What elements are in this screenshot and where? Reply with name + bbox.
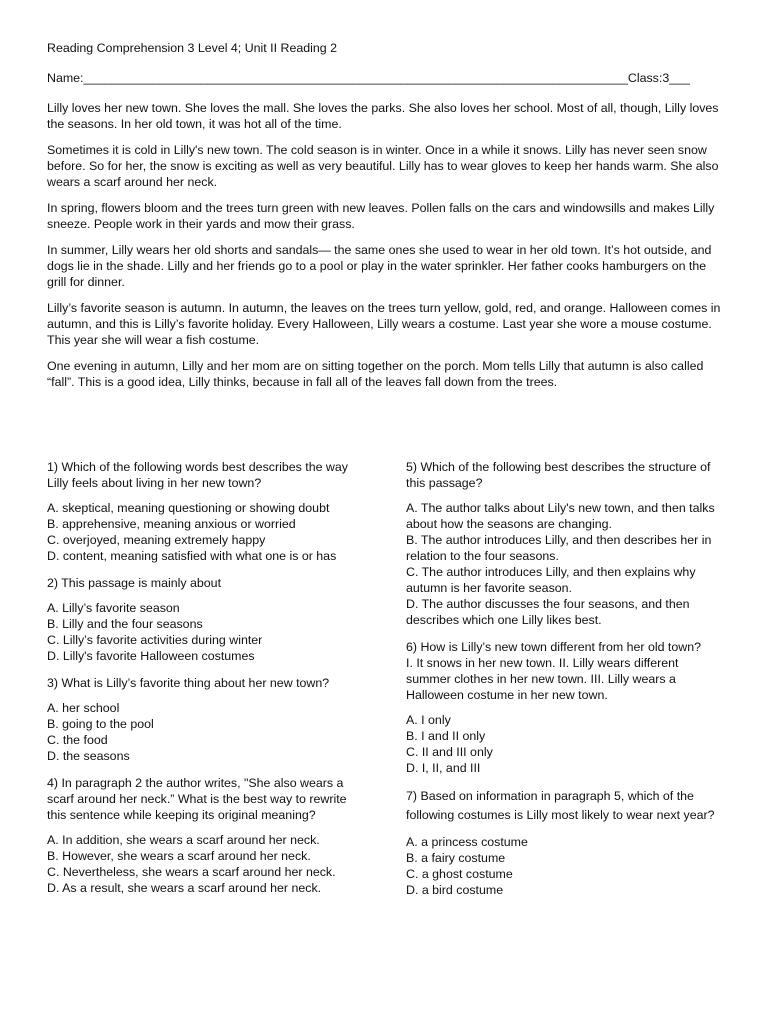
answer-option: A. The author talks about Lily's new town, and then talks about how the seasons are changing. [406,501,715,531]
question-2-text: 2) This passage is mainly about [47,576,222,590]
question-7-options [406,834,724,898]
answer-option: B. going to the pool [47,717,154,731]
reading-passage [47,100,723,390]
question-3-options [47,700,365,764]
question-1-text: 1) Which of the following words best describes the way Lilly feels about living in her new town? [47,460,348,490]
worksheet [47,40,723,400]
question-2 [47,575,365,664]
answer-option: A. skeptical, meaning questioning or showing doubt [47,501,330,515]
passage-paragraph-1: Lilly loves her new town. She loves the mall. She loves the parks. She also loves her school. Most of all, though, Lilly loves the seasons. In her old town, it was hot all of the time. [47,101,719,131]
answer-option: D. Lilly's favorite Halloween costumes [47,649,255,663]
passage-paragraph-6: One evening in autumn, Lilly and her mom are on sitting together on the porch. Mom tells Lilly that autumn is also called “fall”. This is a good idea, Lilly thinks, because in fall all of the leaves fall down from the trees. [47,359,704,389]
question-3 [47,675,365,764]
questions-right-column [406,459,724,909]
question-5-options [406,500,724,628]
question-7 [406,787,724,898]
answer-option: C. II and III only [406,745,493,759]
answer-option: C. Nevertheless, she wears a scarf around her neck. [47,865,336,879]
answer-option: B. a fairy costume [406,851,506,865]
question-4-text: 4) In paragraph 2 the author writes, "She also wears a scarf around her neck.” What is the best way to rewrite this sentence while keeping its original meaning? [47,776,347,822]
answer-option: C. The author introduces Lilly, and then explains why autumn is her favorite season. [406,565,696,595]
passage-paragraph-2: Sometimes it is cold in Lilly's new town. The cold season is in winter. Once in a while it snows. Lilly has never seen snow before. So for her, the snow is exciting as well as very beautiful. Lilly has to wear gloves to keep her hands warm. She also wears a scarf around her neck. [47,143,719,189]
answer-option: A. In addition, she wears a scarf around her neck. [47,833,320,847]
passage-paragraph-5: Lilly’s favorite season is autumn. In autumn, the leaves on the trees turn yellow, gold, red, and orange. Halloween comes in autumn, and this is Lilly’s favorite holiday. Every Halloween, Lilly wears a costume. Last year she wore a mouse costume. This year she will wear a fish costume. [47,301,721,347]
question-1-options [47,500,365,564]
answer-option: A. Lilly’s favorite season [47,601,180,615]
question-5-text: 5) Which of the following best describes the structure of this passage? [406,460,711,490]
passage-paragraph-3: In spring, flowers bloom and the trees turn green with new leaves. Pollen falls on the cars and windowsills and makes Lilly sneeze. People work in their yards and mow their grass. [47,201,715,231]
worksheet-title: Reading Comprehension 3 Level 4; Unit II Reading 2 [47,41,337,55]
question-2-options [47,600,365,664]
answer-option: A. her school [47,701,120,715]
answer-option: B. I and II only [406,729,486,743]
answer-option: A. I only [406,713,451,727]
question-6-statements: I. It snows in her new town. II. Lilly wears different summer clothes in her new town. III. Lilly wears a Halloween costume in her new town. [406,656,679,702]
answer-option: D. a bird costume [406,883,504,897]
answer-option: C. Lilly’s favorite activities during winter [47,633,263,647]
answer-option: D. content, meaning satisfied with what one is or has [47,549,337,563]
answer-option: A. a princess costume [406,835,528,849]
answer-option: C. overjoyed, meaning extremely happy [47,533,266,547]
name-class-line: Name:_______________________________________________________________________________Class:3___ [47,71,690,85]
question-1 [47,459,365,564]
answer-option: D. The author discusses the four seasons, and then describes which one Lilly likes best. [406,597,690,627]
answer-option: D. As a result, she wears a scarf around her neck. [47,881,322,895]
question-6 [406,639,724,776]
passage-paragraph-4: In summer, Lilly wears her old shorts and sandals— the same ones she used to wear in her old town. It’s hot outside, and dogs lie in the shade. Lilly and her friends go to a pool or play in the water sprinkler. Her father cooks hamburgers on the grill for dinner. [47,243,712,289]
answer-option: D. the seasons [47,749,130,763]
answer-option: B. However, she wears a scarf around her neck. [47,849,311,863]
questions-left-column [47,459,365,907]
question-4-options [47,832,365,896]
question-6-text: 6) How is Lilly’s new town different from her old town? [406,640,701,654]
answer-option: C. a ghost costume [406,867,513,881]
question-7-text: 7) Based on information in paragraph 5, which of the following costumes is Lilly most likely to wear next year? [406,789,715,822]
answer-option: B. apprehensive, meaning anxious or worried [47,517,296,531]
answer-option: D. I, II, and III [406,761,481,775]
answer-option: B. The author introduces Lilly, and then describes her in relation to the four seasons. [406,533,712,563]
answer-option: B. Lilly and the four seasons [47,617,203,631]
answer-option: C. the food [47,733,108,747]
question-5 [406,459,724,628]
question-3-text: 3) What is Lilly’s favorite thing about her new town? [47,676,330,690]
question-6-options [406,712,724,776]
question-4 [47,775,365,896]
